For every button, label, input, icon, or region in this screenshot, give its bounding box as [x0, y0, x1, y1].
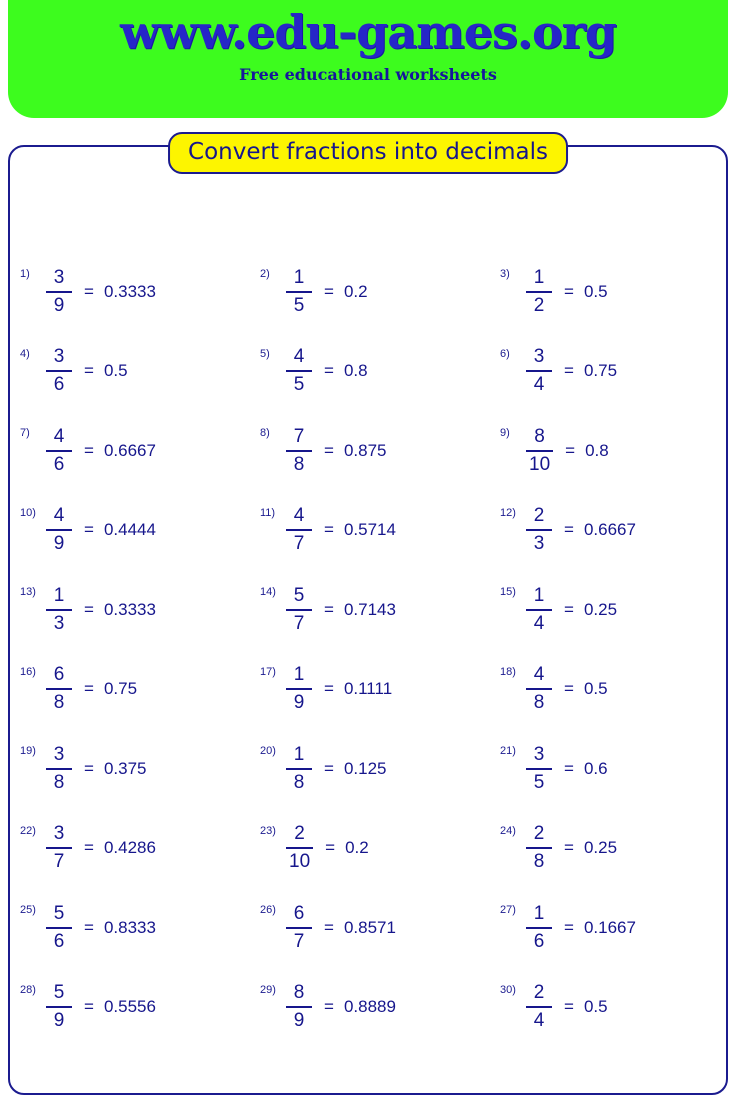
- fraction-bar: [46, 291, 72, 293]
- answer-value: 0.3333: [103, 281, 156, 301]
- problem-number: 7): [20, 427, 30, 439]
- problem-item: [8, 252, 248, 332]
- fraction-bar: [286, 529, 312, 531]
- answer-value: 0.8333: [103, 917, 156, 937]
- equals-sign: =: [84, 361, 94, 381]
- problem-number: 8): [260, 427, 270, 439]
- fraction-numerator: 1: [533, 584, 545, 606]
- problem-number: 15): [500, 586, 516, 598]
- fraction: [286, 983, 312, 1031]
- answer-value: 0.6667: [103, 440, 156, 460]
- equals-sign: =: [324, 281, 334, 301]
- fraction-denominator: 8: [533, 851, 545, 873]
- problem-number: 19): [20, 745, 36, 757]
- fraction-numerator: 1: [293, 266, 305, 288]
- fraction-denominator: 8: [533, 692, 545, 714]
- fraction-bar: [46, 768, 72, 770]
- fraction-numerator: 1: [533, 266, 545, 288]
- fraction: [46, 586, 72, 634]
- fraction-denominator: 9: [53, 294, 65, 316]
- fraction-denominator: 6: [53, 374, 65, 396]
- fraction-denominator: 3: [533, 533, 545, 555]
- fraction-numerator: 8: [293, 982, 305, 1004]
- fraction-bar: [526, 927, 552, 929]
- fraction: [286, 347, 312, 395]
- fraction-numerator: 3: [53, 823, 65, 845]
- fraction: [526, 904, 552, 952]
- fraction-denominator: 6: [533, 930, 545, 952]
- answer-value: 0.3333: [103, 599, 156, 619]
- problem-item: [8, 729, 248, 809]
- equals-sign: =: [564, 917, 574, 937]
- answer-value: 0.6667: [583, 520, 636, 540]
- fraction-denominator: 5: [293, 294, 305, 316]
- problem-number: 6): [500, 347, 510, 360]
- fraction: [286, 904, 312, 952]
- fraction-numerator: 5: [53, 982, 65, 1004]
- answer-value: 0.7143: [343, 599, 396, 619]
- fraction: [526, 506, 552, 554]
- problem-item: [488, 252, 728, 332]
- problem-item: [8, 570, 248, 650]
- equals-sign: =: [564, 997, 574, 1017]
- problem-number: 17): [260, 665, 276, 678]
- fraction-bar: [286, 291, 312, 293]
- equals-sign: =: [564, 838, 574, 858]
- problem-item: [248, 650, 488, 730]
- fraction-denominator: 9: [53, 1010, 65, 1032]
- fraction-denominator: 4: [533, 612, 545, 634]
- problem-number: 30): [500, 983, 516, 996]
- fraction-numerator: 1: [293, 664, 305, 686]
- fraction: [286, 745, 312, 793]
- problem-number: 28): [20, 983, 36, 996]
- fraction-denominator: 3: [53, 612, 65, 634]
- fraction: [526, 824, 552, 872]
- site-banner: [8, 0, 728, 118]
- fraction: [526, 347, 552, 395]
- fraction: [286, 586, 312, 634]
- fraction-denominator: 5: [533, 771, 545, 793]
- problem-number: 10): [20, 506, 36, 519]
- fraction-bar: [526, 370, 552, 372]
- equals-sign: =: [564, 361, 574, 381]
- problem-number: 11): [260, 506, 276, 519]
- problem-number: 20): [260, 745, 276, 757]
- fraction: [46, 506, 72, 554]
- fraction: [46, 268, 72, 316]
- problem-number: 4): [20, 347, 30, 360]
- fraction-denominator: 9: [53, 533, 65, 555]
- fraction-bar: [46, 609, 72, 611]
- worksheet-title: Convert fractions into decimals: [168, 132, 568, 174]
- fraction-denominator: 10: [289, 851, 311, 873]
- fraction: [286, 824, 313, 872]
- answer-value: 0.8571: [343, 917, 396, 937]
- fraction-denominator: 6: [53, 453, 65, 475]
- fraction-bar: [46, 927, 72, 929]
- problem-item: [248, 570, 488, 650]
- answer-value: 0.75: [583, 361, 618, 381]
- problem-number: 1): [20, 268, 30, 280]
- problem-number: 12): [500, 506, 516, 519]
- problem-item: [488, 729, 728, 809]
- fraction: [46, 904, 72, 952]
- problem-item: [8, 491, 248, 571]
- fraction: [46, 665, 72, 713]
- fraction-numerator: 4: [293, 505, 305, 527]
- answer-value: 0.375: [103, 758, 147, 778]
- problem-number: 27): [500, 904, 516, 916]
- problem-number: 16): [20, 665, 36, 678]
- problem-item: [248, 888, 488, 968]
- problem-number: 2): [260, 268, 270, 280]
- fraction-numerator: 1: [53, 584, 65, 606]
- problem-item: [248, 252, 488, 332]
- equals-sign: =: [84, 281, 94, 301]
- site-tagline: Free educational worksheets: [239, 64, 497, 84]
- fraction-numerator: 6: [53, 664, 65, 686]
- equals-sign: =: [324, 440, 334, 460]
- fraction: [526, 983, 552, 1031]
- fraction-bar: [526, 291, 552, 293]
- problem-item: [488, 570, 728, 650]
- equals-sign: =: [84, 679, 94, 699]
- problem-item: [248, 491, 488, 571]
- fraction-bar: [286, 768, 312, 770]
- fraction: [46, 427, 72, 475]
- fraction: [526, 665, 552, 713]
- problem-item: [248, 332, 488, 412]
- answer-value: 0.125: [343, 758, 387, 778]
- problem-item: [248, 968, 488, 1048]
- fraction-denominator: 8: [53, 771, 65, 793]
- problem-item: [488, 968, 728, 1048]
- equals-sign: =: [564, 679, 574, 699]
- fraction: [286, 506, 312, 554]
- problem-number: 24): [500, 824, 516, 837]
- fraction-bar: [526, 450, 553, 452]
- problem-number: 29): [260, 983, 276, 996]
- equals-sign: =: [84, 838, 94, 858]
- fraction-numerator: 3: [533, 743, 545, 765]
- problem-number: 3): [500, 268, 510, 280]
- problem-item: [8, 332, 248, 412]
- problem-item: [8, 809, 248, 889]
- answer-value: 0.75: [103, 679, 138, 699]
- fraction: [46, 347, 72, 395]
- answer-value: 0.8: [585, 440, 609, 460]
- fraction-numerator: 4: [53, 425, 65, 447]
- equals-sign: =: [324, 917, 334, 937]
- problem-item: [488, 491, 728, 571]
- fraction-bar: [286, 450, 312, 452]
- answer-value: 0.4444: [103, 520, 156, 540]
- equals-sign: =: [324, 599, 334, 619]
- problem-item: [488, 332, 728, 412]
- problem-item: [248, 729, 488, 809]
- fraction: [286, 427, 312, 475]
- answer-value: 0.8889: [343, 997, 396, 1017]
- problem-number: 5): [260, 347, 270, 360]
- equals-sign: =: [84, 758, 94, 778]
- fraction-denominator: 7: [293, 612, 305, 634]
- answer-value: 0.8: [343, 361, 368, 381]
- answer-value: 0.2: [343, 281, 368, 301]
- answer-value: 0.5: [583, 679, 608, 699]
- problem-item: [248, 809, 488, 889]
- fraction-bar: [46, 688, 72, 690]
- fraction-numerator: 2: [533, 982, 545, 1004]
- problem-number: 9): [500, 427, 510, 439]
- problem-grid: [8, 252, 728, 1047]
- fraction-denominator: 9: [293, 692, 305, 714]
- problem-number: 22): [20, 824, 36, 837]
- fraction-denominator: 9: [293, 1010, 305, 1032]
- equals-sign: =: [324, 679, 334, 699]
- equals-sign: =: [324, 361, 334, 381]
- fraction-bar: [46, 1006, 72, 1008]
- fraction-bar: [526, 688, 552, 690]
- fraction-numerator: 4: [53, 505, 65, 527]
- answer-value: 0.2: [345, 838, 369, 858]
- fraction-numerator: 2: [533, 823, 545, 845]
- problem-item: [8, 968, 248, 1048]
- equals-sign: =: [84, 440, 94, 460]
- fraction: [526, 268, 552, 316]
- answer-value: 0.5556: [103, 997, 156, 1017]
- fraction-numerator: 3: [53, 266, 65, 288]
- problem-item: [248, 411, 488, 491]
- fraction-bar: [526, 529, 552, 531]
- fraction-denominator: 5: [293, 374, 305, 396]
- answer-value: 0.5714: [343, 520, 396, 540]
- fraction-denominator: 8: [293, 771, 305, 793]
- fraction-denominator: 8: [293, 453, 305, 475]
- equals-sign: =: [564, 520, 574, 540]
- answer-value: 0.4286: [103, 838, 156, 858]
- problem-item: [8, 411, 248, 491]
- fraction: [46, 745, 72, 793]
- equals-sign: =: [84, 917, 94, 937]
- fraction: [46, 983, 72, 1031]
- fraction-numerator: 1: [293, 743, 305, 765]
- fraction-bar: [46, 529, 72, 531]
- problem-number: 25): [20, 904, 36, 916]
- fraction-bar: [526, 768, 552, 770]
- fraction-numerator: 4: [293, 346, 305, 368]
- answer-value: 0.1667: [583, 917, 636, 937]
- fraction-bar: [286, 927, 312, 929]
- fraction: [526, 745, 552, 793]
- equals-sign: =: [325, 838, 336, 858]
- fraction-numerator: 3: [533, 346, 545, 368]
- fraction-numerator: 5: [293, 584, 305, 606]
- fraction-numerator: 1: [533, 902, 545, 924]
- equals-sign: =: [564, 758, 574, 778]
- fraction-numerator: 4: [533, 664, 545, 686]
- fraction-bar: [286, 1006, 312, 1008]
- problem-number: 13): [20, 586, 36, 598]
- fraction-denominator: 6: [53, 930, 65, 952]
- equals-sign: =: [564, 281, 574, 301]
- fraction-numerator: 2: [533, 505, 545, 527]
- problem-number: 18): [500, 665, 516, 678]
- problem-number: 21): [500, 745, 516, 757]
- fraction-denominator: 10: [529, 453, 551, 475]
- fraction-bar: [46, 370, 72, 372]
- fraction-numerator: 6: [293, 902, 305, 924]
- equals-sign: =: [324, 997, 334, 1017]
- problem-item: [488, 809, 728, 889]
- answer-value: 0.1111: [343, 679, 393, 699]
- answer-value: 0.5: [583, 281, 608, 301]
- problem-item: [488, 411, 728, 491]
- fraction-denominator: 7: [293, 533, 305, 555]
- answer-value: 0.5: [583, 997, 608, 1017]
- fraction-bar: [526, 847, 552, 849]
- fraction: [526, 427, 553, 475]
- fraction: [46, 824, 72, 872]
- answer-value: 0.5: [103, 361, 128, 381]
- fraction-denominator: 2: [533, 294, 545, 316]
- site-title: www.edu-games.org: [119, 5, 617, 59]
- fraction-numerator: 3: [53, 346, 65, 368]
- fraction-bar: [526, 609, 552, 611]
- problem-item: [488, 650, 728, 730]
- equals-sign: =: [324, 520, 334, 540]
- equals-sign: =: [84, 997, 94, 1017]
- problem-number: 26): [260, 904, 276, 916]
- problem-number: 14): [260, 586, 276, 598]
- fraction-bar: [46, 847, 72, 849]
- fraction-numerator: 3: [53, 743, 65, 765]
- equals-sign: =: [565, 440, 576, 460]
- fraction-denominator: 8: [53, 692, 65, 714]
- fraction-bar: [286, 370, 312, 372]
- fraction-denominator: 7: [53, 851, 65, 873]
- equals-sign: =: [564, 599, 574, 619]
- fraction: [286, 268, 312, 316]
- fraction-denominator: 4: [533, 1010, 545, 1032]
- answer-value: 0.6: [583, 758, 608, 778]
- fraction-numerator: 7: [293, 425, 305, 447]
- fraction-denominator: 7: [293, 930, 305, 952]
- equals-sign: =: [84, 520, 94, 540]
- problem-item: [8, 888, 248, 968]
- equals-sign: =: [324, 758, 334, 778]
- fraction-numerator: 8: [534, 425, 545, 447]
- fraction-numerator: 5: [53, 902, 65, 924]
- problem-item: [488, 888, 728, 968]
- fraction-bar: [286, 609, 312, 611]
- answer-value: 0.25: [583, 599, 618, 619]
- fraction-bar: [286, 688, 312, 690]
- fraction-bar: [46, 450, 72, 452]
- fraction: [526, 586, 552, 634]
- fraction: [286, 665, 312, 713]
- answer-value: 0.25: [583, 838, 618, 858]
- fraction-bar: [286, 847, 313, 849]
- answer-value: 0.875: [343, 440, 387, 460]
- fraction-numerator: 2: [294, 823, 305, 845]
- problem-number: 23): [260, 824, 276, 837]
- fraction-bar: [526, 1006, 552, 1008]
- problem-item: [8, 650, 248, 730]
- fraction-denominator: 4: [533, 374, 545, 396]
- equals-sign: =: [84, 599, 94, 619]
